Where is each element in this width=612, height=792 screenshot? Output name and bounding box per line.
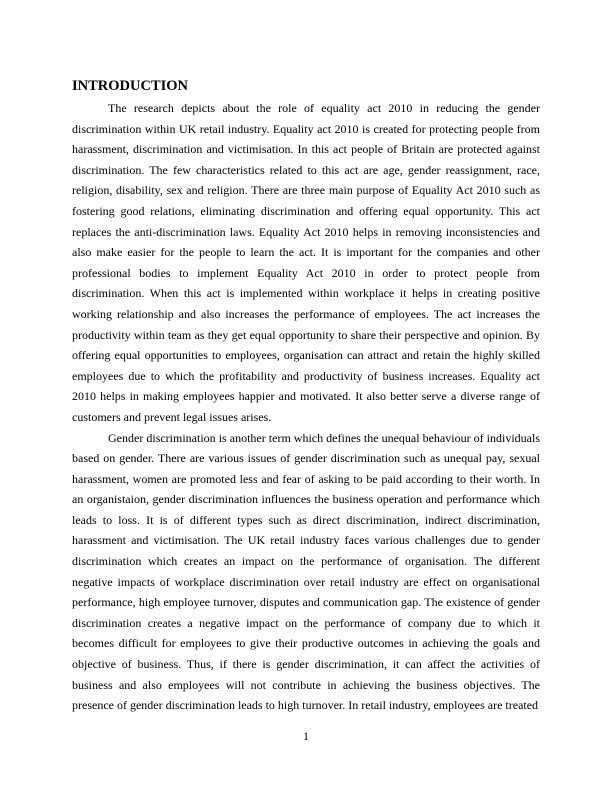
paragraph-2: Gender discrimination is another term which defines the unequal behaviour of individuals based on gender. There are various issues of gender discrimination such as unequal pay, sexual harassment, women are promoted less and fear of asking to be paid according to their worth. In an organistaion, gender discrimination influences the business operation and performance which leads to loss. It is of different types such as direct discrimination, indirect discrimination, harassment and victimisation. The UK retail industry faces various challenges due to gender discrimination which creates an impact on the performance of organisation. The different negative impacts of workplace discrimination over retail industry are effect on organisational performance, high employee turnover, disputes and communication gap. The existence of gender discrimination creates a negative impact on the performance of company due to which it becomes difficult for employees to give their productive outcomes in achieving the goals and objective of business. Thus, if there is gender discrimination, it can affect the activities of business and also employees will not contribute in achieving the business objectives. The presence of gender discrimination leads to high turnover. In retail industry, employees are treated: [72, 430, 540, 713]
paragraph-1: The research depicts about the role of equality act 2010 in reducing the gender discrimination within UK retail industry. Equality act 2010 is created for protecting people from harassment, discrimination and victimisation. In this act people of Britain are protected against discrimination. The few characteristics related to this act are age, gender reassignment, race, religion, disability, sex and religion. There are three main purpose of Equality Act 2010 such as fostering good relations, eliminating discrimination and offering equal opportunity. This act replaces the anti-discrimination laws. Equality Act 2010 helps in removing inconsistencies and also make easier for the people to learn the act. It is important for the companies and other professional bodies to implement Equality Act 2010 in order to protect people from discrimination. When this act is implemented within workplace it helps in creating positive working relationship and also increases the performance of employees. The act increases the productivity within team as they get equal opportunity to share their perspective and opinion. By offering equal opportunities to employees, organisation can attract and retain the highly skilled employees due to which the profitability and productivity of business increases. Equality act 2010 helps in making employees happier and motivated. It also better serve a diverse range of customers and prevent legal issues arises.: [72, 101, 540, 424]
page-number: 1: [303, 729, 309, 743]
section-heading: INTRODUCTION: [72, 78, 189, 94]
page-content: [72, 76, 540, 716]
